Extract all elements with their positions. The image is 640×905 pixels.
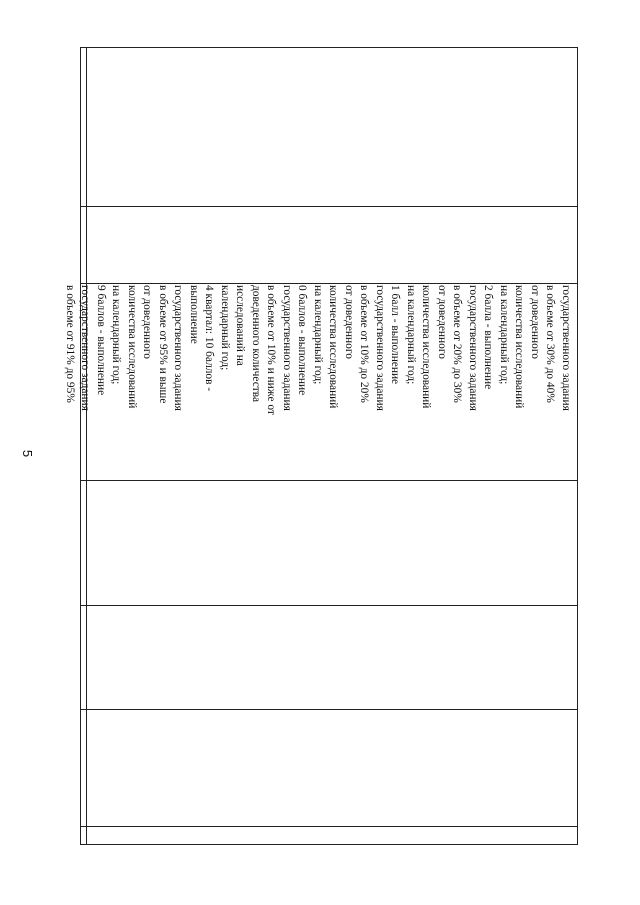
text-line: от доведенного bbox=[141, 285, 154, 359]
row-divider bbox=[81, 709, 577, 710]
text-line: в объеме от 10% до 20% bbox=[358, 285, 371, 403]
text-line: государственного задания bbox=[560, 285, 572, 411]
text-line: 4 квартал: 10 баллов - bbox=[203, 285, 216, 392]
text-line: государственного задания bbox=[79, 285, 92, 411]
criteria-cell bbox=[64, 285, 573, 479]
text-line: в объеме от 30% до 40% bbox=[544, 285, 557, 403]
text-line: 0 баллов - выполнение bbox=[296, 285, 309, 396]
text-line: исследований на bbox=[234, 285, 247, 366]
text-line: на календарный год; bbox=[312, 285, 324, 385]
text-line: на календарный год; bbox=[498, 285, 510, 385]
row-divider bbox=[81, 480, 577, 481]
text-line: от доведенного bbox=[436, 285, 448, 359]
text-line: в объеме от 95% и выше bbox=[157, 285, 169, 404]
text-line: количества исследований bbox=[513, 285, 526, 409]
text-line: количества исследований bbox=[327, 285, 340, 409]
text-line: государственного задания bbox=[172, 285, 185, 411]
text-line: от доведенного bbox=[529, 285, 541, 359]
text-line: в объеме от 10% и ниже от bbox=[265, 285, 278, 415]
text-line: на календарный год; bbox=[405, 285, 417, 385]
row-divider bbox=[81, 283, 577, 284]
text-line: на календарный год; bbox=[110, 285, 123, 385]
text-line: государственного задания bbox=[467, 285, 479, 411]
text-line: от доведенного bbox=[343, 285, 355, 359]
text-line: выполнение bbox=[188, 285, 200, 344]
row-divider bbox=[81, 826, 577, 827]
text-line: 9 баллов - выполнение bbox=[95, 285, 107, 396]
text-line: в объеме от 91% до 95% bbox=[64, 285, 76, 403]
page-number: 5 bbox=[20, 449, 36, 458]
text-line: государственного задания bbox=[281, 285, 293, 411]
text-line: календарный год; bbox=[219, 285, 231, 371]
text-line: 1 балл - выполнение bbox=[389, 285, 402, 385]
text-line: количества исследований bbox=[126, 285, 138, 409]
text-line: в объеме от 20% до 30% bbox=[451, 285, 464, 403]
criteria-text bbox=[64, 285, 573, 479]
text-line: 2 балла - выполнение bbox=[482, 285, 495, 390]
text-line: государственного задания bbox=[374, 285, 386, 411]
row-divider bbox=[81, 605, 577, 606]
text-line: доведенного количества bbox=[250, 285, 262, 403]
row-divider bbox=[81, 206, 577, 207]
text-line: количества исследований bbox=[420, 285, 433, 409]
